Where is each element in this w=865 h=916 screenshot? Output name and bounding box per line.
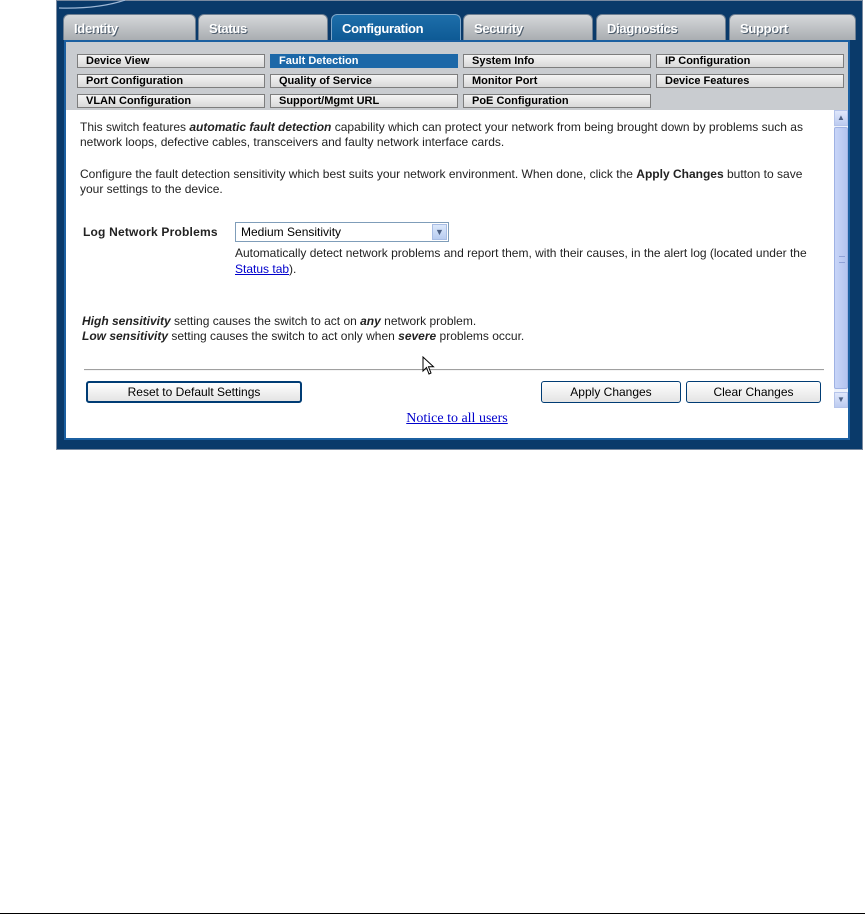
tab-security[interactable]: Security: [463, 14, 593, 40]
subtab-device-view[interactable]: Device View: [77, 54, 265, 68]
content-panel: [64, 40, 850, 440]
scrollbar-thumb[interactable]: [834, 127, 848, 389]
notice-to-all-users-link[interactable]: Notice to all users: [406, 411, 508, 426]
mouse-pointer-icon: [422, 356, 436, 376]
high-sensitivity-note: High sensitivity setting causes the switch to act on any network problem.: [82, 314, 477, 328]
tab-diagnostics[interactable]: Diagnostics: [596, 14, 726, 40]
subtab-vlan-configuration[interactable]: VLAN Configuration: [77, 94, 265, 108]
subtab-port-configuration[interactable]: Port Configuration: [77, 74, 265, 88]
log-help-text: Automatically detect network problems and report them, with their causes, in the alert log (located under the Status tab).: [235, 246, 807, 276]
scroll-down-icon[interactable]: ▼: [834, 392, 848, 408]
subtab-support-mgmt-url[interactable]: Support/Mgmt URL: [270, 94, 458, 108]
grip-icon: [839, 256, 845, 263]
footer: [66, 411, 848, 427]
vertical-scrollbar[interactable]: [834, 110, 848, 408]
tab-status[interactable]: Status: [198, 14, 328, 40]
divider: [84, 369, 824, 371]
clear-changes-button[interactable]: Clear Changes: [686, 381, 821, 403]
tab-configuration[interactable]: Configuration: [331, 14, 461, 40]
sensitivity-select[interactable]: [235, 222, 449, 242]
low-sensitivity-note: Low sensitivity setting causes the switch to act only when severe problems occur.: [82, 329, 525, 343]
description: [80, 120, 820, 214]
subtab-poe-configuration[interactable]: PoE Configuration: [463, 94, 651, 108]
main-tabs: [0, 0, 865, 40]
chevron-down-icon[interactable]: ▼: [432, 224, 447, 240]
log-network-problems-row: [83, 222, 823, 246]
scroll-up-icon[interactable]: ▲: [834, 110, 848, 126]
instructions-paragraph: Configure the fault detection sensitivity which best suits your network environment. When done, click the Apply Changes button to save your settings to the device.: [80, 167, 803, 196]
subtab-system-info[interactable]: System Info: [463, 54, 651, 68]
log-network-problems-label: Log Network Problems: [83, 225, 218, 239]
subtab-quality-of-service[interactable]: Quality of Service: [270, 74, 458, 88]
sensitivity-select-value: Medium Sensitivity: [241, 225, 342, 239]
tab-support[interactable]: Support: [729, 14, 856, 40]
sensitivity-notes: [82, 314, 822, 344]
reset-defaults-button[interactable]: Reset to Default Settings: [86, 381, 302, 403]
page-bottom-rule: [0, 913, 865, 914]
tab-identity[interactable]: Identity: [63, 14, 196, 40]
subtab-ip-configuration[interactable]: IP Configuration: [656, 54, 844, 68]
intro-paragraph: This switch features automatic fault detection capability which can protect your network from being brought down by problems such as network loops, defective cables, transceivers and faulty network interface cards.: [80, 120, 803, 149]
subtab-monitor-port[interactable]: Monitor Port: [463, 74, 651, 88]
sub-navigation: [66, 42, 848, 110]
subtab-device-features[interactable]: Device Features: [656, 74, 844, 88]
subtab-fault-detection[interactable]: Fault Detection: [270, 54, 458, 68]
status-tab-link[interactable]: Status tab: [235, 262, 290, 276]
apply-changes-button[interactable]: Apply Changes: [541, 381, 681, 403]
